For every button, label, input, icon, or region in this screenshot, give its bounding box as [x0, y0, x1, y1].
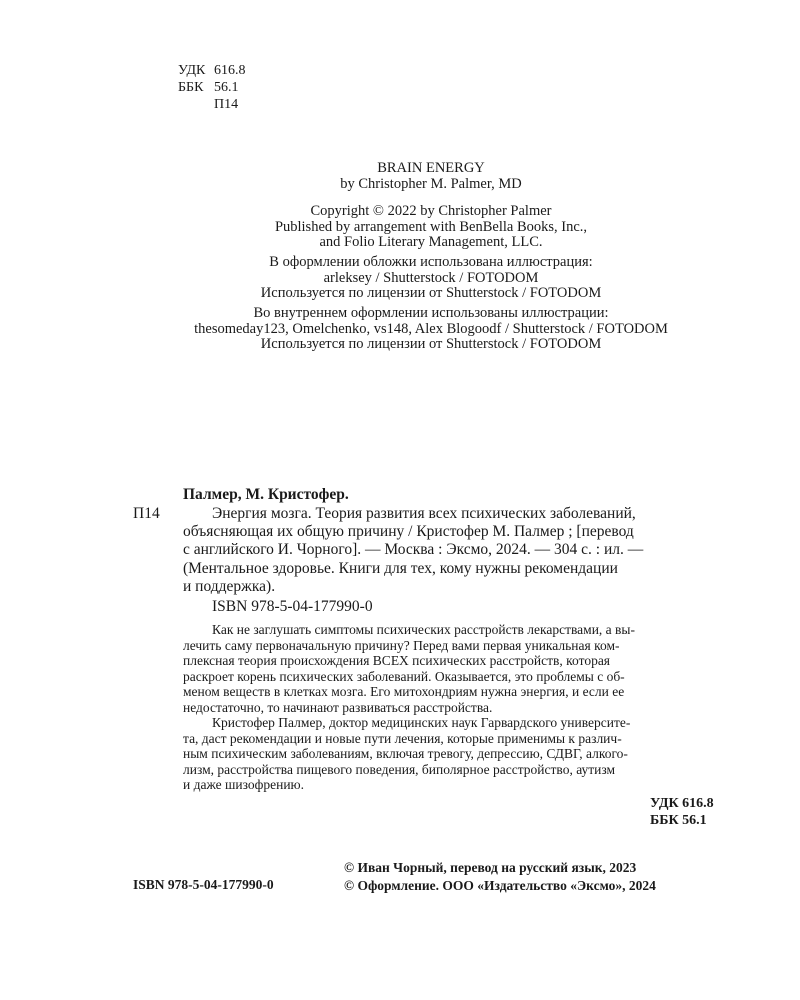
author-sign: П14 — [214, 97, 239, 112]
bib-line: и поддержка). — [183, 577, 276, 595]
footer-copyrights — [344, 859, 656, 895]
copyright-line: Copyright © 2022 by Christopher Palmer — [310, 203, 552, 219]
bib-line: Энергия мозга. Теория развития всех психических заболеваний, — [212, 505, 636, 522]
bbk-code: ББК 56.1 — [650, 812, 707, 828]
inner-credits — [0, 306, 800, 353]
cover-credit-line: arleksey / Shutterstock / FOTODOM — [323, 269, 539, 286]
footer-isbn: ISBN 978-5-04-177990-0 — [133, 877, 274, 892]
inner-credit-line: Во внутреннем оформлении использованы иллюстрации: — [253, 305, 609, 321]
copyright-line: and Folio Literary Management, LLC. — [319, 234, 543, 250]
classification-codes-bottom — [650, 796, 714, 829]
design-copyright: © Оформление. ООО «Издательство «Эксмо», 2024 — [344, 878, 656, 893]
classification-codes — [178, 62, 246, 113]
bib-author-heading: Палмер, М. Кристофер. — [183, 486, 349, 503]
annotation-line: лизм, расстройства пищевого поведения, биполярное расстройство, аутизм — [183, 761, 616, 777]
copyright-line: Published by arrangement with BenBella Books, Inc., — [274, 218, 588, 235]
udk-label: УДК — [178, 63, 206, 78]
bbk-label: ББК — [178, 80, 204, 95]
cover-credit-line: В оформлении обложки использована иллюстрация: — [269, 254, 593, 270]
annotation-line: Как не заглушать симптомы психических расстройств лекарствами, а вы- — [212, 622, 635, 637]
inner-credit-line: thesomeday123, Omelchenko, vs148, Alex Blogoodf / Shutterstock / FOTODOM — [194, 320, 668, 337]
bib-line: объясняющая их общую причину / Кристофер М. Палмер ; [перевод — [183, 523, 634, 541]
original-edition — [0, 161, 800, 192]
udk-code: УДК 616.8 — [650, 796, 714, 811]
annotation-line: ным психическим заболеваниям, включая тревогу, депрессию, СДВГ, алкого- — [183, 746, 628, 761]
annotation-line: раскроет корень психических заболеваний. Оказывается, это проблемы с об- — [183, 668, 625, 684]
annotation-paragraph — [183, 622, 729, 715]
bib-line: (Ментальное здоровье. Книги для тех, кому нужны рекомендации — [183, 559, 618, 577]
cover-credits — [0, 255, 800, 302]
copyright-notice — [0, 204, 800, 251]
inner-credit-line: Используется по лицензии от Shutterstock / FOTODOM — [260, 336, 602, 352]
bbk-row — [178, 79, 246, 96]
bib-line: с английского И. Чорного]. — Москва : Эксмо, 2024. — 304 с. : ил. — — [183, 541, 644, 559]
annotation-line: лечить саму первоначальную причину? Перед вами первая уникальная ком- — [183, 637, 620, 653]
bib-description — [183, 505, 729, 596]
annotation-paragraph — [183, 715, 729, 793]
annotation-line: плексная теория происхождения ВСЕХ психических расстройств, которая — [183, 653, 611, 668]
annotation-line: та, даст рекомендации и новые пути лечения, которые применимы к различ- — [183, 730, 622, 746]
translation-copyright: © Иван Чорный, перевод на русский язык, 2023 — [344, 860, 637, 875]
original-byline: by Christopher M. Palmer, MD — [340, 175, 522, 192]
annotation-line: недостаточно, то начинают развиваться расстройства. — [183, 699, 493, 715]
bib-isbn: ISBN 978-5-04-177990-0 — [212, 598, 373, 615]
annotation-line: Кристофер Палмер, доктор медицинских наук Гарвардского университе- — [212, 715, 631, 730]
bbk-value: 56.1 — [214, 80, 239, 95]
original-title: BRAIN ENERGY — [377, 160, 485, 176]
annotation-line: меном веществ в клетках мозга. Его митохондриям нужна энергия, и если ее — [183, 684, 625, 699]
cover-credit-line: Используется по лицензии от Shutterstock / FOTODOM — [260, 285, 602, 301]
udk-value: 616.8 — [214, 63, 246, 78]
udk-row — [178, 62, 246, 79]
annotation-line: и даже шизофрению. — [183, 777, 304, 792]
annotation — [183, 622, 729, 793]
bib-author-sign: П14 — [133, 505, 160, 522]
